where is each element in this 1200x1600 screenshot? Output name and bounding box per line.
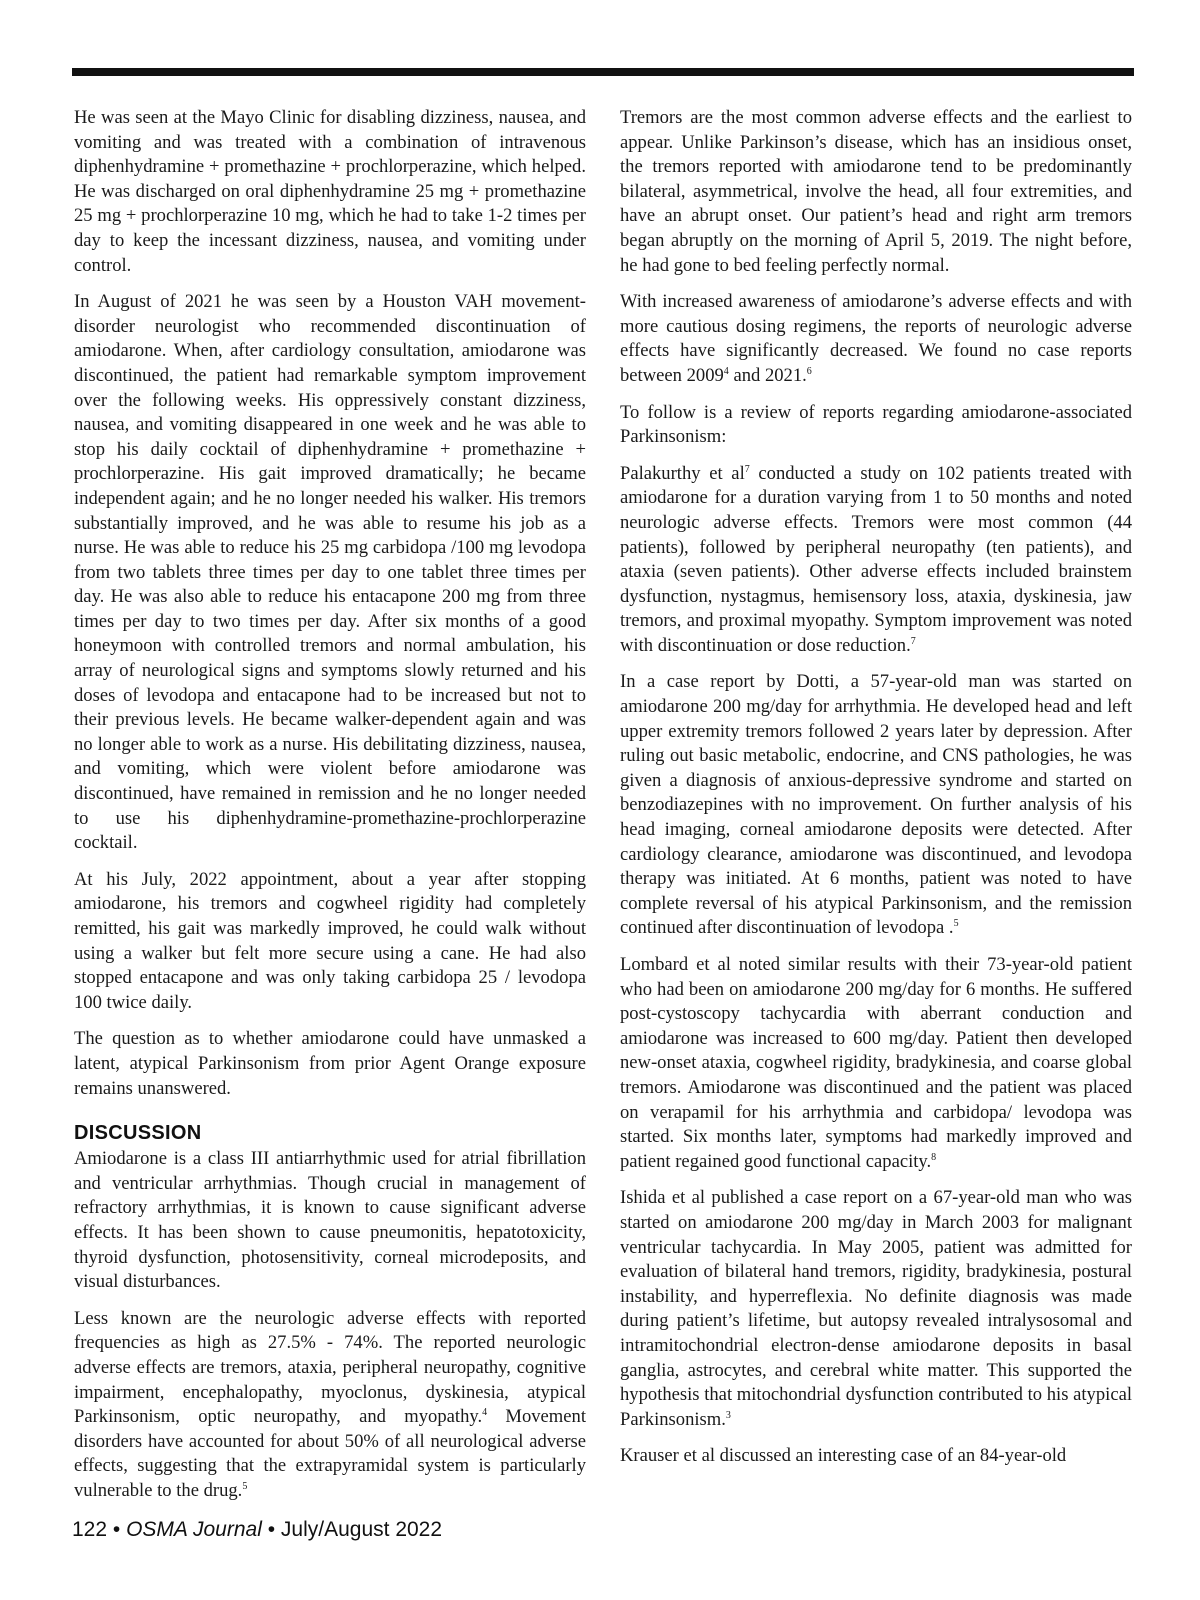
page-number: 122 xyxy=(72,1518,108,1541)
paragraph xyxy=(620,462,1132,659)
text-run: Palakurthy et al xyxy=(620,462,745,484)
left-column xyxy=(74,106,586,1515)
citation-ref: 5 xyxy=(242,1480,248,1492)
paragraph xyxy=(620,290,1132,388)
citation-ref: 5 xyxy=(953,918,959,930)
citation-ref: 6 xyxy=(806,365,812,377)
text-run: With increased awareness of amiodarone’s adverse effects and with more cautious dosing regimens, the reports of neurologic adverse effects have significantly decreased. We found no case reports between 2009 xyxy=(620,291,1132,386)
citation-ref: 8 xyxy=(931,1151,937,1163)
text-run: Ishida et al published a case report on a 67-year-old man who was started on amiodarone 200 mg/day in March 2003 for malignant ventricular tachycardia. In May 2005, patient was admitted for evaluation of bilateral hand tremors, rigidity, bradykinesia, postural instability, and hyperreflexia. No definite diagnosis was made during patient’s lifetime, but autopsy revealed intralysosomal and intramitochondrial electron-dense amiodarone deposits in basal ganglia, astrocytes, and cerebral white matter. This supported the hypothesis that mitochondrial dysfunction contributed to his atypical Parkinsonism. xyxy=(620,1187,1132,1430)
paragraph: At his July, 2022 appointment, about a year after stopping amiodarone, his tremors and cogwheel rigidity had completely remitted, his gait was markedly improved, he could walk without using a walker but felt more secure using a cane. He had also stopped entacapone and was only taking carbidopa 25 / levodopa 100 twice daily. xyxy=(74,868,586,1013)
paragraph xyxy=(620,670,1132,941)
page-footer xyxy=(72,1518,442,1542)
text-run: In a case report by Dotti, a 57-year-old man was started on amiodarone 200 mg/day for arrhythmia. He developed head and left upper extremity tremors followed 2 years later by depression. After ruling out basic metabolic, endocrine, and CNS pathologies, he was given a diagnosis of anxious-depressive syndrome and started on benzodiazepines with no improvement. On further analysis of his head imaging, corneal amiodarone deposits were detected. After cardiology clearance, amiodarone was discontinued, and levodopa therapy was initiated. At 6 months, patient was noted to have complete reversal of his atypical Parkinsonism, and the remission continued after discontinuation of levodopa . xyxy=(620,671,1132,939)
footer-bullet: • xyxy=(112,1518,121,1541)
text-run: conducted a study on 102 patients treated with amiodarone for a duration varying from 1 to 50 months and noted neurologic adverse effects. Tremors were most common (44 patients), followed by peripheral neuropathy (ten patients), and ataxia (seven patients). Other adverse effects included brainstem dysfunction, nystagmus, hemisensory loss, ataxia, dyskinesia, jaw tremors, and proximal myopathy. Symptom improvement was noted with discontinuation or dose reduction. xyxy=(620,462,1132,656)
paragraph: In August of 2021 he was seen by a Houston VAH movement-disorder neurologist who recommended discontinuation of amiodarone. When, after cardiology consultation, amiodarone was discontinued, the patient had remarkable symptom improvement over the following weeks. His oppressively constant dizziness, nausea, and vomiting disappeared in one week and he was able to stop his daily cocktail of diphenhydramine + promethazine + prochlorperazine. His gait improved dramatically; he became independent again; and he no longer needed his walker. His tremors substantially improved, and he was able to resume his job as a nurse. He was able to reduce his 25 mg carbidopa /100 mg levodopa from two tablets three times per day to one tablet three times per day. He was also able to reduce his entacapone 200 mg from three times per day to two times per day. After six months of a good honeymoon with controlled tremors and normal ambulation, his array of neurological signs and symptoms slowly returned and his doses of levodopa and entacapone had to be increased but not to their previous levels. He became walker-dependent again and was no longer able to work as a nurse. His debilitating dizziness, nausea, and vomiting, which were violent before amiodarone was discontinued, have remained in remission and he no longer needed to use his diphenhydramine-promethazine-prochlorperazine cocktail. xyxy=(74,291,586,854)
citation-ref: 7 xyxy=(744,463,750,475)
issue-date: July/August 2022 xyxy=(280,1518,443,1541)
paragraph: Amiodarone is a class III antiarrhythmic used for atrial fibrillation and ventricular arrhythmias. Though crucial in management of refractory arrhythmias, it is known to cause significant adverse effects. It has been shown to cause pneumonitis, hepatotoxicity, thyroid dysfunction, photosensitivity, corneal microdeposits, and visual disturbances. xyxy=(74,1148,586,1293)
footer-bullet: • xyxy=(267,1518,276,1541)
text-run: Movement disorders have accounted for about 50% of all neurological adverse effects, suggesting that the extrapyramidal system is particularly vulnerable to the drug. xyxy=(74,1406,586,1501)
paragraph: He was seen at the Mayo Clinic for disabling dizziness, nausea, and vomiting and was treated with a combination of intravenous diphenhydramine + promethazine + prochlorperazine, which helped. He was discharged on oral diphenhydramine 25 mg + promethazine 25 mg + prochlorperazine 10 mg, which he had to take 1-2 times per day to keep the incessant dizziness, nausea, and vomiting under control. xyxy=(74,107,586,276)
section-heading: DISCUSSION xyxy=(74,1122,202,1145)
text-run: Less known are the neurologic adverse effects with reported frequencies as high as 27.5% - 74%. The reported neurologic adverse effects are tremors, ataxia, peripheral neuropathy, cognitive impairment, encephalopathy, myoclonus, dyskinesia, atypical Parkinsonism, optic neuropathy, and myopathy. xyxy=(74,1307,586,1428)
journal-title: OSMA Journal xyxy=(126,1518,262,1541)
citation-ref: 3 xyxy=(725,1409,731,1421)
citation-ref: 4 xyxy=(482,1406,488,1418)
paragraph: Krauser et al discussed an interesting case of an 84-year-old xyxy=(620,1445,1067,1467)
right-column xyxy=(620,106,1132,1481)
text-run: Lombard et al noted similar results with their 73-year-old patient who had been on amiodarone 200 mg/day for 6 months. He suffered post-cystoscopy tachycardia with aberrant conduction and amiodarone was increased to 600 mg/day. Patient then developed new-onset ataxia, cogwheel rigidity, bradykinesia, and coarse global tremors. Amiodarone was discontinued and the patient was placed on verapamil for his arrhythmia and carbidopa/ levodopa was started. Six months later, symptoms had markedly improved and patient regained good functional capacity. xyxy=(620,954,1132,1172)
citation-ref: 7 xyxy=(910,635,916,647)
paragraph: Tremors are the most common adverse effects and the earliest to appear. Unlike Parkinson’s disease, which has an insidious onset, the tremors reported with amiodarone tend to be predominantly bilateral, asymmetrical, involve the head, all four extremities, and have an abrupt onset. Our patient’s head and right arm tremors began abruptly on the morning of April 5, 2019. The night before, he had gone to bed feeling perfectly normal. xyxy=(620,107,1132,276)
citation-ref: 4 xyxy=(723,365,729,377)
paragraph: To follow is a review of reports regarding amiodarone-associated Parkinsonism: xyxy=(620,401,1132,448)
paragraph: The question as to whether amiodarone could have unmasked a latent, atypical Parkinsonism from prior Agent Orange exposure remains unanswered. xyxy=(74,1028,586,1099)
paragraph xyxy=(620,1186,1132,1432)
top-rule xyxy=(72,68,1134,76)
paragraph xyxy=(74,1307,586,1504)
paragraph xyxy=(620,953,1132,1174)
text-run: and 2021. xyxy=(728,364,807,386)
